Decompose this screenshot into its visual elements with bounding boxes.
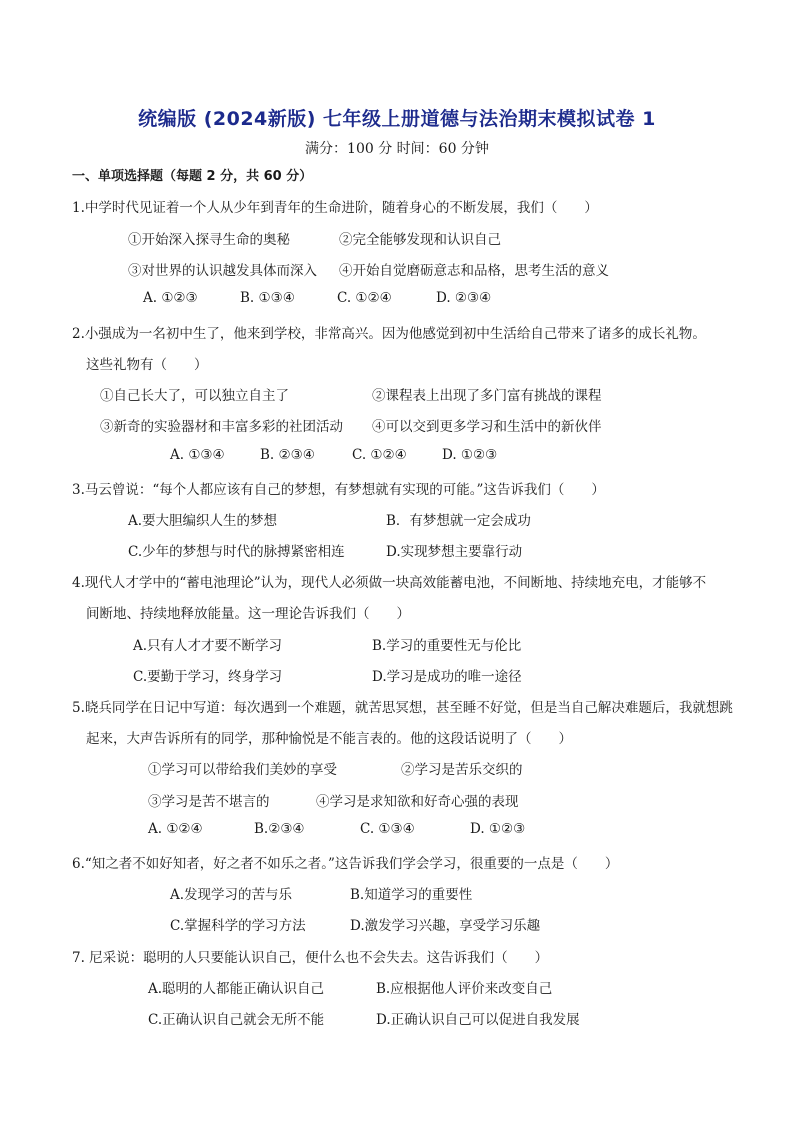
q5-choice-b[interactable]: B.②③④ bbox=[254, 821, 305, 837]
q2-statement-3: ③新奇的实验器材和丰富多彩的社团活动 bbox=[100, 419, 343, 435]
q5-statement-4: ④学习是求知欲和好奇心强的表现 bbox=[316, 794, 519, 810]
q6-choice-c[interactable]: C.掌握科学的学习方法 bbox=[170, 918, 306, 934]
q1-choice-c[interactable]: C. ①②④ bbox=[337, 290, 392, 306]
q2-choice-c[interactable]: C. ①②④ bbox=[352, 447, 407, 463]
q3-choice-b[interactable]: B．有梦想就一定会成功 bbox=[386, 513, 531, 529]
question-2-stem-line-2: 这些礼物有（ ） bbox=[86, 357, 208, 373]
q5-statement-1: ①学习可以带给我们美妙的享受 bbox=[148, 762, 337, 778]
q7-choice-b[interactable]: B.应根据他人评价来改变自己 bbox=[376, 981, 553, 997]
q2-choice-a[interactable]: A. ①③④ bbox=[170, 447, 225, 463]
question-1-stem: 1.中学时代见证着一个人从少年到青年的生命进阶，随着身心的不断发展，我们（ ） bbox=[72, 200, 598, 216]
q3-choice-d[interactable]: D.实现梦想主要靠行动 bbox=[386, 544, 523, 560]
q1-statement-4: ④开始自觉磨砺意志和品格，思考生活的意义 bbox=[339, 263, 609, 279]
question-4-stem-line-2: 间断地、持续地释放能量。这一理论告诉我们（ ） bbox=[86, 606, 410, 622]
q3-choice-a[interactable]: A.要大胆编织人生的梦想 bbox=[128, 513, 278, 529]
q4-choice-d[interactable]: D.学习是成功的唯一途径 bbox=[372, 669, 522, 685]
question-5-stem-line-1: 5.晓兵同学在日记中写道：每次遇到一个难题，就苦思冥想，甚至睡不好觉，但是当自己解决难题后，我就想跳 bbox=[72, 700, 733, 716]
q1-statement-2: ②完全能够发现和认识自己 bbox=[339, 232, 501, 248]
q5-choice-d[interactable]: D. ①②③ bbox=[470, 821, 526, 837]
q5-statement-3: ③学习是苦不堪言的 bbox=[148, 794, 270, 810]
question-6-stem: 6.“知之者不如好知者，好之者不如乐之者。”这告诉我们学会学习，很重要的一点是（ ） bbox=[72, 856, 619, 872]
section-heading: 一、单项选择题（每题 2 分，共 60 分） bbox=[72, 169, 313, 184]
q6-choice-a[interactable]: A.发现学习的苦与乐 bbox=[170, 887, 293, 903]
q6-choice-d[interactable]: D.激发学习兴趣，享受学习乐趣 bbox=[350, 918, 541, 934]
q4-choice-b[interactable]: B.学习的重要性无与伦比 bbox=[372, 638, 522, 654]
q2-choice-d[interactable]: D. ①②③ bbox=[442, 447, 498, 463]
exam-meta: 满分：100 分 时间：60 分钟 bbox=[305, 141, 489, 157]
q2-statement-1: ①自己长大了，可以独立自主了 bbox=[100, 388, 289, 404]
q1-choice-b[interactable]: B. ①③④ bbox=[240, 290, 295, 306]
question-3-stem: 3.马云曾说：“每个人都应该有自己的梦想，有梦想就有实现的可能。”这告诉我们（ ） bbox=[72, 482, 605, 498]
exam-title: 统编版 (2024新版) 七年级上册道德与法治期末模拟试卷 1 bbox=[138, 108, 656, 130]
q5-statement-2: ②学习是苦乐交织的 bbox=[401, 762, 523, 778]
q4-choice-c[interactable]: C.要勤于学习，终身学习 bbox=[133, 669, 283, 685]
q1-statement-1: ①开始深入探寻生命的奥秘 bbox=[128, 232, 290, 248]
q5-choice-a[interactable]: A. ①②④ bbox=[148, 821, 203, 837]
q4-choice-a[interactable]: A.只有人才才要不断学习 bbox=[133, 638, 283, 654]
q2-statement-2: ②课程表上出现了多门富有挑战的课程 bbox=[372, 388, 602, 404]
question-5-stem-line-2: 起来，大声告诉所有的同学，那种愉悦是不能言表的。他的这段话说明了（ ） bbox=[86, 731, 572, 747]
q6-choice-b[interactable]: B.知道学习的重要性 bbox=[350, 887, 473, 903]
q2-choice-b[interactable]: B. ②③④ bbox=[260, 447, 315, 463]
question-4-stem-line-1: 4.现代人才学中的“蓄电池理论”认为，现代人必须做一块高效能蓄电池，不间断地、持续地充电，才能够不 bbox=[72, 575, 707, 591]
question-7-stem: 7. 尼采说：聪明的人只要能认识自己，便什么也不会失去。这告诉我们（ ） bbox=[72, 950, 549, 966]
q7-choice-d[interactable]: D.正确认识自己可以促进自我发展 bbox=[376, 1012, 580, 1028]
q5-choice-c[interactable]: C. ①③④ bbox=[360, 821, 415, 837]
q7-choice-a[interactable]: A.聪明的人都能正确认识自己 bbox=[148, 981, 325, 997]
q1-statement-3: ③对世界的认识越发具体而深入 bbox=[128, 263, 317, 279]
q3-choice-c[interactable]: C.少年的梦想与时代的脉搏紧密相连 bbox=[128, 544, 345, 560]
q7-choice-c[interactable]: C.正确认识自己就会无所不能 bbox=[148, 1012, 325, 1028]
question-2-stem-line-1: 2.小强成为一名初中生了，他来到学校，非常高兴。因为他感觉到初中生活给自己带来了诸多的成长礼物。 bbox=[72, 326, 706, 342]
q1-choice-a[interactable]: A. ①②③ bbox=[143, 290, 198, 306]
q2-statement-4: ④可以交到更多学习和生活中的新伙伴 bbox=[372, 419, 602, 435]
q1-choice-d[interactable]: D. ②③④ bbox=[436, 290, 492, 306]
